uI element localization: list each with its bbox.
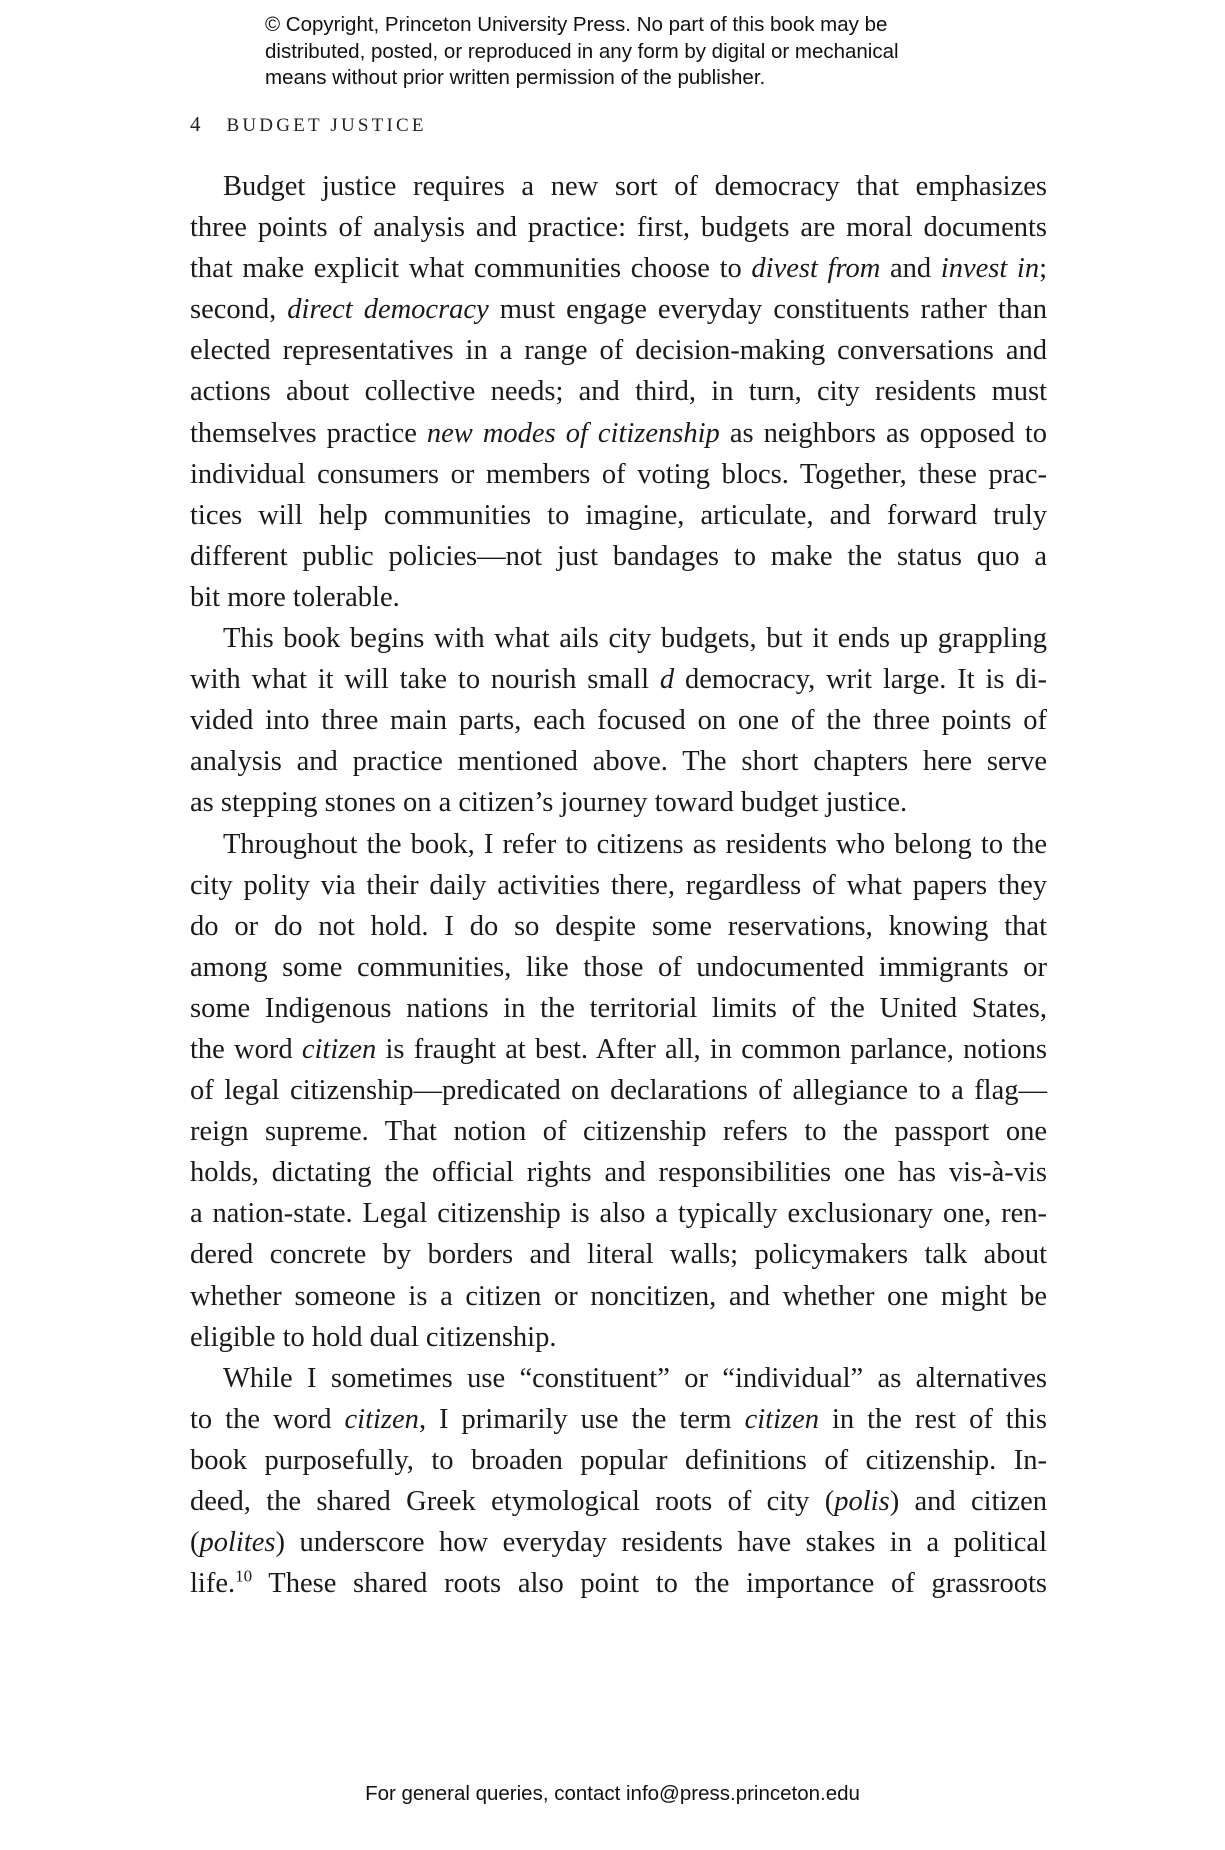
text-segment: as neighbors as opposed to: [719, 417, 1048, 449]
text-segment: of legal citizenship—predicated on declarations of allegiance to a flag—: [190, 1075, 1047, 1107]
text-segment: some Indigenous nations in the territorial limits of the United States,: [190, 992, 1047, 1024]
text-segment: , I primarily use the term: [418, 1403, 745, 1435]
text-line: [190, 1276, 1047, 1317]
text-line: [190, 454, 1047, 495]
text-segment: among some communities, like those of undocumented immigrants or: [190, 951, 1047, 983]
copyright-line: means without prior written permission of the publisher.: [265, 66, 766, 89]
text-segment: that make explicit what communities choose to: [190, 253, 752, 285]
text-segment: eligible to hold dual citizenship.: [190, 1321, 557, 1353]
italic-text: citizen: [301, 1033, 377, 1065]
text-line: [190, 1563, 1047, 1604]
text-segment: the word: [190, 1033, 302, 1065]
footer-contact: For general queries, contact info@press.princeton.edu: [365, 1782, 860, 1805]
text-line: [190, 1070, 1047, 1111]
text-segment: is fraught at best. After all, in common parlance, notions: [376, 1033, 1048, 1065]
italic-text: invest in: [940, 253, 1040, 285]
copyright-line: distributed, posted, or reproduced in any form by digital or mechanical: [265, 39, 899, 63]
text-line: [190, 1317, 1047, 1358]
text-segment: ) underscore how everyday residents have stakes in a political: [275, 1527, 1047, 1559]
text-line: [190, 1193, 1047, 1234]
text-line: [190, 988, 1047, 1029]
text-segment: Throughout the book, I refer to citizens as residents who belong to the: [223, 828, 1047, 860]
text-segment: While I sometimes use “constituent” or “individual” as alternatives: [223, 1362, 1047, 1394]
text-line: [190, 1522, 1047, 1563]
text-line: [190, 413, 1047, 454]
text-line: [190, 166, 1047, 207]
text-line: [190, 371, 1047, 412]
text-segment: This book begins with what ails city budgets, but it ends up grappling: [223, 623, 1047, 655]
text-line: [190, 536, 1047, 577]
text-segment: bit more tolerable.: [190, 581, 400, 613]
text-segment: ) and citizen: [889, 1486, 1047, 1517]
text-line: [190, 865, 1047, 906]
text-segment: second,: [190, 294, 288, 326]
italic-text: citizen: [744, 1403, 819, 1435]
text-segment: Budget justice requires a new sort of democracy that emphasizes: [223, 171, 1047, 202]
text-segment: in the rest of this: [818, 1403, 1047, 1435]
italic-text: d: [659, 664, 675, 696]
text-segment: to the word: [190, 1403, 345, 1435]
text-line: [190, 1152, 1047, 1193]
text-segment: elected representatives in a range of decision-making conversations and: [190, 335, 1047, 367]
text-segment: analysis and practice mentioned above. The short chapters here serve: [190, 746, 1047, 778]
text-segment: deed, the shared Greek etymological roots of city (: [190, 1486, 835, 1517]
text-segment: vided into three main parts, each focused on one of the three points of: [190, 705, 1047, 737]
text-line: [190, 289, 1047, 330]
italic-text: polis: [834, 1486, 890, 1517]
text-segment: must engage everyday constituents rather than: [488, 294, 1047, 326]
paragraph: [190, 166, 1047, 618]
text-line: [190, 495, 1047, 536]
text-line: [190, 1481, 1047, 1522]
text-line: [190, 248, 1047, 289]
text-line: [190, 577, 1047, 618]
paragraph: [190, 824, 1047, 1358]
body-text: [190, 166, 1047, 1604]
text-line: [190, 741, 1047, 782]
running-head-title: BUDGET JUSTICE: [226, 115, 427, 136]
text-line: [190, 782, 1047, 823]
text-segment: tices will help communities to imagine, articulate, and forward truly: [190, 499, 1047, 531]
text-line: [190, 947, 1047, 988]
text-segment: (: [190, 1527, 200, 1559]
text-line: [190, 1440, 1047, 1481]
italic-text: divest from: [751, 253, 881, 285]
text-segment: different public policies—not just bandages to make the status quo a: [190, 540, 1047, 572]
text-segment: do or do not hold. I do so despite some reservations, knowing that: [190, 910, 1047, 942]
text-line: [190, 207, 1047, 248]
text-segment: reign supreme. That notion of citizenship refers to the passport one: [190, 1116, 1047, 1148]
text-segment: as stepping stones on a citizen’s journey toward budget justice.: [190, 787, 908, 819]
text-line: [190, 906, 1047, 947]
text-segment: dered concrete by borders and literal walls; policymakers talk about: [190, 1239, 1047, 1271]
text-segment: actions about collective needs; and third, in turn, city residents must: [190, 376, 1047, 408]
copyright-notice: [265, 12, 1025, 92]
text-line: [190, 659, 1047, 700]
paragraph: [190, 1358, 1047, 1605]
text-segment: holds, dictating the official rights and responsibilities one has vis-à-vis: [190, 1157, 1047, 1189]
text-line: [190, 1358, 1047, 1399]
text-segment: book purposefully, to broaden popular definitions of citizenship. In-: [190, 1444, 1047, 1476]
italic-text: new modes of citizenship: [426, 417, 720, 449]
text-segment: themselves practice: [190, 417, 427, 449]
text-segment: a nation-state. Legal citizenship is also a typically exclusionary one, ren-: [190, 1198, 1047, 1230]
text-line: [190, 1029, 1047, 1070]
text-segment: whether someone is a citizen or noncitizen, and whether one might be: [190, 1280, 1047, 1312]
text-line: [190, 1111, 1047, 1152]
text-segment: ;: [1039, 253, 1047, 285]
text-line: [190, 330, 1047, 371]
text-segment: life.: [190, 1568, 236, 1600]
text-line: [190, 824, 1047, 865]
text-segment: three points of analysis and practice: first, budgets are moral documents: [190, 212, 1047, 244]
text-segment: individual consumers or members of voting blocs. Together, these prac-: [190, 458, 1047, 490]
text-segment: These shared roots also point to the importance of grassroots: [252, 1568, 1047, 1600]
text-line: [190, 1399, 1047, 1440]
text-line: [190, 1234, 1047, 1275]
text-line: [190, 700, 1047, 741]
text-segment: democracy, writ large. It is di-: [674, 664, 1047, 696]
italic-text: direct democracy: [287, 294, 489, 326]
paragraph: [190, 618, 1047, 823]
text-segment: and: [880, 253, 941, 285]
italic-text: polites: [199, 1527, 276, 1559]
text-segment: city polity via their daily activities there, regardless of what papers they: [190, 869, 1047, 901]
italic-text: citizen: [344, 1403, 419, 1435]
text-segment: with what it will take to nourish small: [190, 664, 660, 696]
page-number: 4: [190, 112, 201, 136]
running-head: [190, 112, 427, 137]
text-line: [190, 618, 1047, 659]
copyright-line: © Copyright, Princeton University Press. No part of this book may be: [265, 13, 888, 36]
footnote-ref: 10: [235, 1566, 253, 1586]
